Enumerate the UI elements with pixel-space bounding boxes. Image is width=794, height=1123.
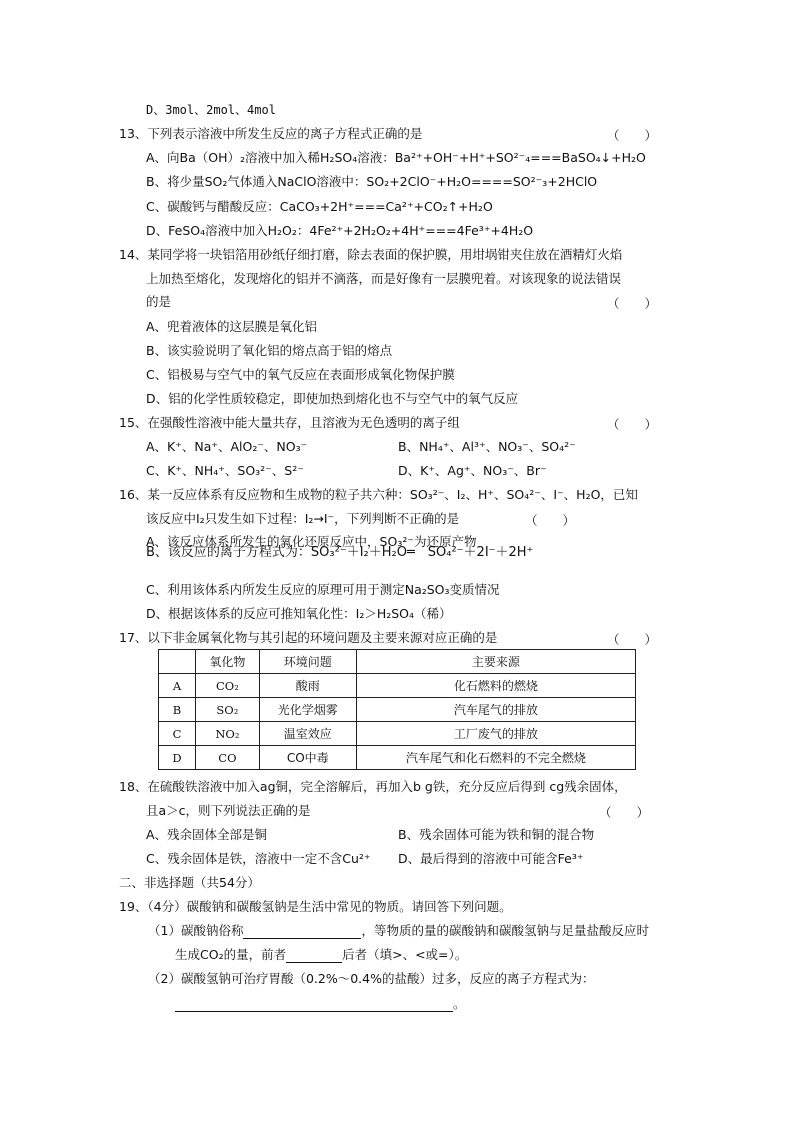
table-header-cell: 氧化物 bbox=[195, 650, 259, 674]
table-cell-oxide: NO₂ bbox=[195, 722, 259, 746]
table-row bbox=[159, 698, 636, 722]
q14-stem-line1: 14、某同学将一块铝箔用砂纸仔细打磨，除去表面的保护膜，用坩埚钳夹住放在酒精灯火焰 bbox=[119, 247, 623, 262]
q19-part2-line2 bbox=[175, 996, 466, 1012]
q14-option-c: C、铝极易与空气中的氧气反应在表面形成氧化物保护膜 bbox=[146, 367, 455, 382]
q18-stem-line1: 18、在硫酸铁溶液中加入ag铜，完全溶解后，再加入b g铁，充分反应后得到 cg残余固体， bbox=[119, 779, 627, 794]
q17-table bbox=[158, 649, 636, 770]
table-cell-label: B bbox=[159, 698, 196, 722]
q19-part2-line1: （2）碳酸氢钠可治疗胃酸（0.2%～0.4%的盐酸）过多，反应的离子方程式为： bbox=[148, 971, 595, 986]
q16-option-c: C、利用该体系内所发生反应的原理可用于测定Na₂SO₃变质情况 bbox=[146, 582, 500, 597]
table-cell-source: 工厂废气的排放 bbox=[356, 722, 635, 746]
table-cell-oxide: SO₂ bbox=[195, 698, 259, 722]
q16-stem-line2: 该反应中I₂只发生如下过程：I₂→I⁻，下列判断不正确的是 bbox=[146, 511, 460, 526]
q18-option-d: D、最后得到的溶液中可能含Fe³⁺ bbox=[398, 851, 584, 866]
q16-option-a: A、该反应体系所发生的氧化还原反应中，SO₃²⁻为还原产物 bbox=[146, 534, 477, 549]
q19-part2-end: 。 bbox=[453, 996, 466, 1011]
table-header-cell: 主要来源 bbox=[356, 650, 635, 674]
table-header-row bbox=[159, 650, 636, 674]
q19-part1-line2 bbox=[175, 947, 467, 963]
q19-part1-text-c: 生成CO₂的量，前者 bbox=[175, 947, 287, 962]
q12-option-d: D、3mol、2mol、4mol bbox=[146, 103, 276, 117]
table-cell-problem: CO中毒 bbox=[259, 746, 356, 770]
q14-option-a: A、兜着液体的这层膜是氧化铝 bbox=[146, 319, 318, 334]
q14-answer-bracket: （ ） bbox=[607, 296, 658, 311]
table-cell-oxide: CO₂ bbox=[195, 674, 259, 698]
q19-part1-text-a: （1）碳酸钠俗称 bbox=[148, 923, 244, 938]
q15-option-d: D、K⁺、Ag⁺、NO₃⁻、Br⁻ bbox=[398, 463, 547, 478]
q16-stem-line1: 16、某一反应体系有反应物和生成物的粒子共六种：SO₃²⁻、I₂、H⁺、SO₄²⁻、I⁻、H₂O，已知 bbox=[119, 487, 638, 502]
q14-stem-line3: 的是 bbox=[146, 294, 172, 309]
q14-stem-line2: 上加热至熔化，发现熔化的铝并不滴落，而是好像有一层膜兜着。对该现象的说法错误 bbox=[146, 271, 622, 286]
q17-stem: 17、以下非金属氧化物与其引起的环境问题及主要来源对应正确的是 bbox=[119, 630, 498, 645]
q13-option-d: D、FeSO₄溶液中加入H₂O₂：4Fe²⁺+2H₂O₂+4H⁺===4Fe³⁺+4H₂O bbox=[146, 223, 534, 238]
table-cell-problem: 酸雨 bbox=[259, 674, 356, 698]
table-header-cell: 环境问题 bbox=[259, 650, 356, 674]
q13-option-a: A、向Ba（OH）₂溶液中加入稀H₂SO₄溶液：Ba²⁺+OH⁻+H⁺+SO²⁻₄===BaSO₄↓+H₂O bbox=[146, 150, 646, 165]
q15-option-c: C、K⁺、NH₄⁺、SO₃²⁻、S²⁻ bbox=[146, 463, 304, 478]
q13-answer-bracket: （ ） bbox=[607, 128, 658, 143]
q19-part1-text-b: ，等物质的量的碳酸钠和碳酸氢钠与足量盐酸反应时 bbox=[361, 923, 649, 938]
table-cell-label: A bbox=[159, 674, 196, 698]
q15-option-b: B、NH₄⁺、Al³⁺、NO₃⁻、SO₄²⁻ bbox=[398, 439, 576, 454]
q15-option-a: A、K⁺、Na⁺、AlO₂⁻、NO₃⁻ bbox=[146, 439, 308, 454]
table-cell-label: C bbox=[159, 722, 196, 746]
table-cell-label: D bbox=[159, 746, 196, 770]
section-2-heading: 二、非选择题（共54分） bbox=[119, 875, 260, 890]
q13-option-b: B、将少量SO₂气体通入NaClO溶液中：SO₂+2ClO⁻+H₂O====SO²⁻₃+2HClO bbox=[146, 174, 598, 189]
q13-option-c: C、碳酸钙与醋酸反应：CaCO₃+2H⁺===Ca²⁺+CO₂↑+H₂O bbox=[146, 199, 493, 214]
q16-option-d: D、根据该体系的反应可推知氧化性：I₂＞H₂SO₄（稀） bbox=[146, 606, 452, 621]
table-cell-problem: 温室效应 bbox=[259, 722, 356, 746]
q18-option-a: A、残余固体全部是铜 bbox=[146, 827, 268, 842]
q19-blank-common-name[interactable] bbox=[243, 925, 361, 939]
q19-part1-text-d: 后者（填>、<或=）。 bbox=[342, 947, 468, 962]
q19-blank-compare[interactable] bbox=[286, 949, 342, 963]
q18-option-c: C、残余固体是铁，溶液中一定不含Cu²⁺ bbox=[146, 851, 371, 866]
table-row bbox=[159, 722, 636, 746]
q16-option-b: B、该反应的离子方程式为：SO₃²⁻＋I₂＋H₂O═ SO₄²⁻＋2I⁻＋2H⁺ bbox=[146, 545, 534, 560]
q14-option-d: D、铝的化学性质较稳定，即使加热到熔化也不与空气中的氧气反应 bbox=[146, 391, 519, 406]
q19-blank-equation[interactable] bbox=[175, 998, 453, 1012]
table-cell-source: 汽车尾气和化石燃料的不完全燃烧 bbox=[356, 746, 635, 770]
table-cell-source: 汽车尾气的排放 bbox=[356, 698, 635, 722]
q19-stem: 19、（4分）碳酸钠和碳酸氢钠是生活中常见的物质。请回答下列问题。 bbox=[119, 899, 512, 914]
q15-answer-bracket: （ ） bbox=[607, 417, 658, 432]
table-cell-source: 化石燃料的燃烧 bbox=[356, 674, 635, 698]
q13-stem: 13、下列表示溶液中所发生反应的离子方程式正确的是 bbox=[119, 126, 423, 141]
q15-stem: 15、在强酸性溶液中能大量共存，且溶液为无色透明的离子组 bbox=[119, 415, 460, 430]
q18-option-b: B、残余固体可能为铁和铜的混合物 bbox=[398, 827, 595, 842]
q14-option-b: B、该实验说明了氧化铝的熔点高于铝的熔点 bbox=[146, 343, 393, 358]
table-cell-oxide: CO bbox=[195, 746, 259, 770]
table-row bbox=[159, 674, 636, 698]
q16-answer-bracket: （ ） bbox=[525, 513, 576, 528]
table-row bbox=[159, 746, 636, 770]
table-cell-problem: 光化学烟雾 bbox=[259, 698, 356, 722]
q18-answer-bracket: （ ） bbox=[599, 805, 650, 820]
table-header-cell bbox=[159, 650, 196, 674]
q19-part1-line1 bbox=[148, 923, 649, 939]
q17-answer-bracket: （ ） bbox=[607, 632, 658, 647]
q18-stem-line2: 且a＞c，则下列说法正确的是 bbox=[146, 803, 311, 818]
